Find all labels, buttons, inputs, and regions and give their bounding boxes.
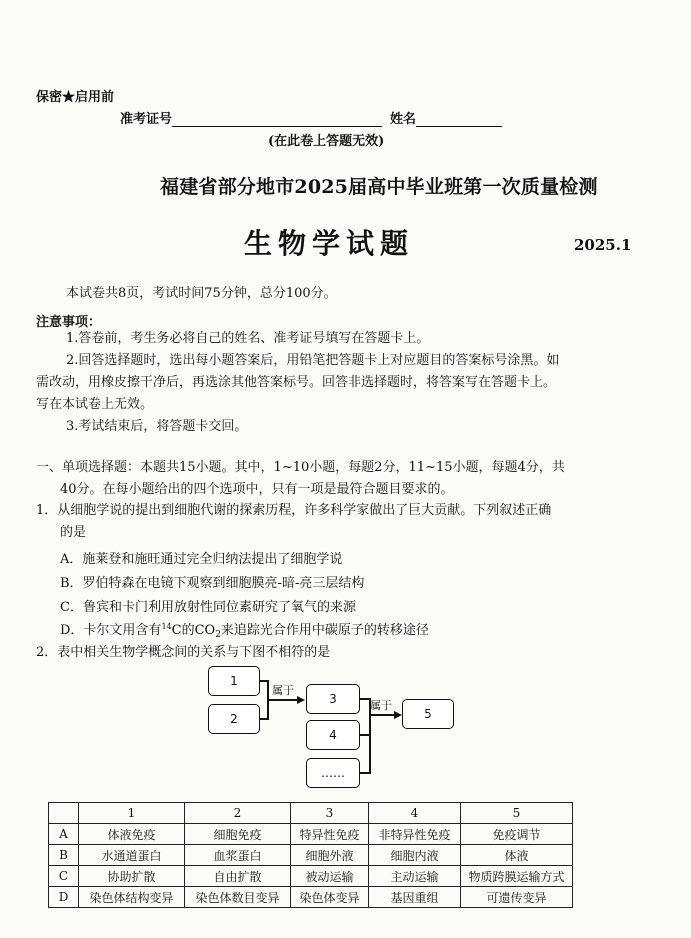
table-cell: 5 (461, 803, 573, 824)
q1-d-carbon: C的CO (171, 623, 216, 638)
note-item-2-line3: 写在本试卷上无效。 (36, 397, 154, 412)
q1-option-b[interactable]: B．罗伯特森在电镜下观察到细胞膜亮-暗-亮三层结构 (60, 576, 365, 591)
table-cell: 水通道蛋白 (79, 845, 185, 866)
arrow-shaft (267, 699, 297, 701)
table-cell: 协助扩散 (79, 866, 185, 887)
exam-date: 2025.1 (574, 236, 632, 254)
q1-stem-line-2: 的是 (60, 525, 87, 540)
arrow-head-icon (297, 696, 305, 704)
table-cell: 被动运输 (291, 866, 369, 887)
diagram-box-more: …… (306, 758, 360, 788)
table-cell: 物质跨膜运输方式 (461, 866, 573, 887)
table-row (49, 866, 573, 887)
q1-stem-line-1: 1．从细胞学说的提出到细胞代谢的探索历程，许多科学家做出了巨大贡献。下列叙述正确 (36, 503, 552, 518)
table-cell: 3 (291, 803, 369, 824)
note-item-1: 1.答卷前，考生务必将自己的姓名、准考证号填写在答题卡上。 (66, 331, 430, 346)
name-blank[interactable] (416, 113, 502, 127)
table-cell: 4 (369, 803, 461, 824)
concept-table-body (49, 803, 573, 908)
q1-d-subscript: 2 (215, 630, 221, 640)
invalid-note: (在此卷上答题无效) (268, 134, 385, 149)
notes-list (36, 328, 656, 438)
table-cell: 体液免疫 (79, 824, 185, 845)
table-cell: 1 (79, 803, 185, 824)
table-cell: 2 (185, 803, 291, 824)
relation-label-1: 属于 (272, 684, 294, 697)
note-item-2-line2: 需改动，用橡皮擦干净后，再选涂其他答案标号。回答非选择题时，将答案写在答题卡上。 (36, 375, 557, 390)
subject-title: 生物学试题 (244, 227, 415, 260)
relation-label-2: 属于 (370, 699, 392, 712)
section-line-2: 40分。在每小题给出的四个选项中，只有一项是最符合题目要求的。 (60, 482, 454, 497)
table-header-row (49, 803, 573, 824)
note-item-2-line1: 2.回答选择题时，选出每小题答案后，用铅笔把答题卡上对应题目的答案标号涂黑。如 (66, 353, 560, 368)
section-instructions (36, 457, 666, 501)
question-2-stem: 2．表中相关生物学概念间的关系与下图不相符的是 (36, 645, 331, 660)
exam-title: 福建省部分地市2025届高中毕业班第一次质量检测 (160, 176, 598, 198)
confidential-mark: 保密★启用前 (36, 90, 115, 105)
exam-id-blank[interactable] (172, 113, 382, 127)
table-cell: B (49, 845, 79, 866)
diagram-box-5: 5 (402, 699, 454, 729)
table-cell: 细胞内液 (369, 845, 461, 866)
table-cell: 体液 (461, 845, 573, 866)
q1-option-c[interactable]: C．鲁宾和卡门利用放射性同位素研究了氧气的来源 (60, 600, 356, 615)
section-line-1: 一、单项选择题：本题共15小题。其中，1~10小题，每题2分，11~15小题，每题4分，共 (36, 460, 565, 475)
q1-d-post: 来追踪光合作用中碳原子的转移途径 (220, 623, 429, 638)
table-cell: C (49, 866, 79, 887)
q1-d-isotope-mass: 14 (161, 622, 172, 631)
table-cell: A (49, 824, 79, 845)
table-row (49, 824, 573, 845)
table-cell: 基因重组 (369, 887, 461, 908)
table-cell: 可遗传变异 (461, 887, 573, 908)
arrow-shaft (369, 714, 394, 716)
table-cell: 染色体变异 (291, 887, 369, 908)
table-cell: 细胞免疫 (185, 824, 291, 845)
q1-d-pre: D．卡尔文用含有 (60, 623, 162, 638)
diagram-box-2: 2 (208, 704, 260, 734)
table-cell: 自由扩散 (185, 866, 291, 887)
note-item-3: 3.考试结束后，将答题卡交回。 (66, 419, 248, 434)
table-row (49, 845, 573, 866)
concept-table (48, 802, 573, 908)
arrow-head-icon (394, 711, 402, 719)
diagram-box-1: 1 (208, 666, 260, 696)
table-cell: 免疫调节 (461, 824, 573, 845)
q1-option-d[interactable] (60, 619, 429, 640)
question-1-stem (36, 500, 666, 544)
table-cell: 非特异性免疫 (369, 824, 461, 845)
table-cell: 染色体结构变异 (79, 887, 185, 908)
candidate-info-line (120, 108, 502, 127)
table-cell: 特异性免疫 (291, 824, 369, 845)
table-cell: D (49, 887, 79, 908)
exam-id-label: 准考证号 (120, 112, 173, 127)
table-row (49, 887, 573, 908)
table-cell: 血浆蛋白 (185, 845, 291, 866)
table-cell: 染色体数目变异 (185, 887, 291, 908)
name-label: 姓名 (390, 112, 417, 127)
table-cell: 主动运输 (369, 866, 461, 887)
table-cell: 细胞外液 (291, 845, 369, 866)
diagram-box-4: 4 (306, 720, 360, 750)
table-cell (49, 803, 79, 824)
diagram-box-3: 3 (306, 684, 360, 714)
exam-intro: 本试卷共8页，考试时间75分钟，总分100分。 (66, 286, 337, 301)
notes-heading: 注意事项： (36, 315, 102, 330)
q1-option-a[interactable]: A．施莱登和施旺通过完全归纳法提出了细胞学说 (60, 552, 343, 567)
